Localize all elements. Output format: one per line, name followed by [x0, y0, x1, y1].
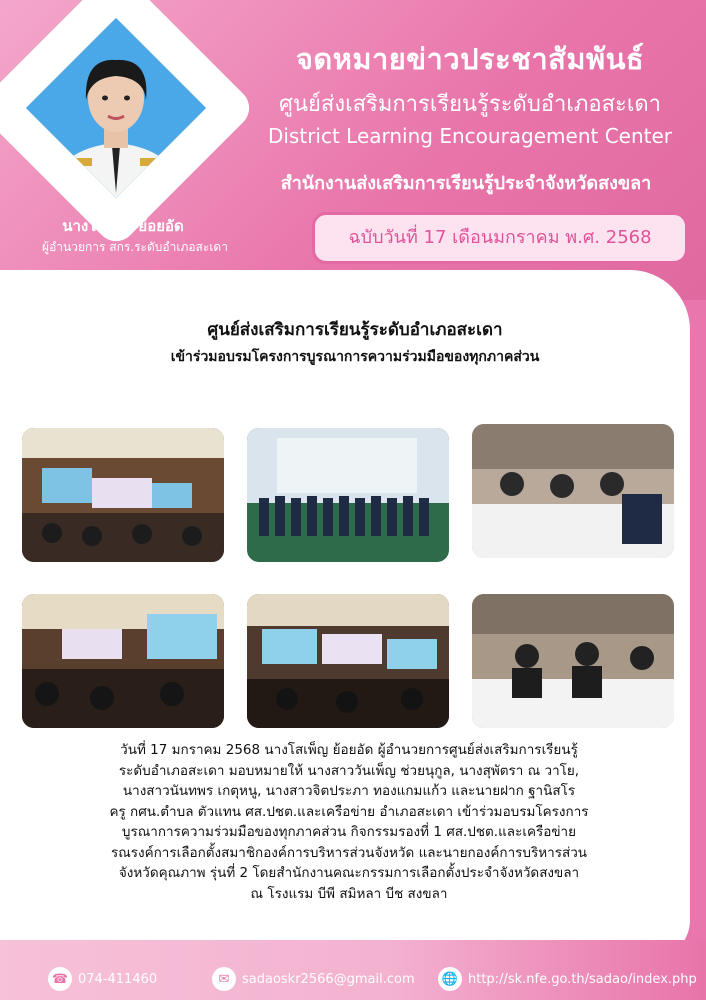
- email-address: sadaoskr2566@gmail.com: [242, 971, 415, 987]
- body-line: ครู กศน.ตำบล ตัวแทน ศส.ปชต.และเครือข่าย อำเภอสะเดา เข้าร่วมอบรมโครงการ: [109, 803, 589, 820]
- body-line: จังหวัดคุณภาพ รุ่นที่ 2 โดยสำนักงานคณะกรรมการเลือกตั้งประจำจังหวัดสงขลา: [118, 865, 580, 881]
- event-photo-2: [247, 428, 449, 562]
- website-url: http://sk.nfe.go.th/sadao/index.php: [468, 971, 697, 987]
- director-name: นางโสเพ็ญ ย้อยอัด: [62, 217, 184, 235]
- center-name-thai: ศูนย์ส่งเสริมการเรียนรู้ระดับอำเภอสะเดา: [279, 92, 661, 117]
- body-line: ณ โรงแรม บีพี สมิหลา บีช สงขลา: [250, 885, 448, 902]
- body-line: วันที่ 17 มกราคม 2568 นางโสเพ็ญ ย้อยอัด ผู้อำนวยการศูนย์ส่งเสริมการเรียนรู้: [120, 742, 578, 758]
- contact-phone[interactable]: [48, 967, 157, 991]
- phone-icon: ☎: [48, 967, 72, 991]
- event-photo-4: [22, 594, 224, 728]
- globe-icon: 🌐: [438, 967, 462, 991]
- article-body: [24, 740, 674, 904]
- issue-date: ฉบับวันที่ 17 เดือนมกราคม พ.ศ. 2568: [312, 212, 688, 264]
- center-name-english: District Learning Encouragement Center: [267, 124, 673, 148]
- body-line: รณรงค์การเลือกตั้งสมาชิกองค์การบริหารส่วนจังหวัด และนายกองค์การบริหารส่วน: [110, 844, 588, 861]
- mail-icon: ✉: [212, 967, 236, 991]
- body-line: ระดับอำเภอสะเดา มอบหมายให้ นางสาววันเพ็ญ ช่วยนุกูล, นางสุพัตรา ณ วาโย,: [118, 762, 580, 779]
- event-photo-3: [472, 424, 674, 558]
- contact-email[interactable]: [212, 967, 415, 991]
- event-photo-6: [472, 594, 674, 728]
- article-subtitle: เข้าร่วมอบรมโครงการบูรณาการความร่วมมือของทุกภาคส่วน: [170, 349, 540, 365]
- body-line: บูรณาการความร่วมมือของทุกภาคส่วน กิจกรรมรองที่ 1 ศส.ปชต.และเครือข่าย: [121, 824, 577, 840]
- event-photo-5: [247, 594, 449, 728]
- office-name: สำนักงานส่งเสริมการเรียนรู้ประจำจังหวัดสงขลา: [280, 173, 652, 194]
- article-title: ศูนย์ส่งเสริมการเรียนรู้ระดับอำเภอสะเดา: [207, 320, 503, 340]
- contact-website[interactable]: [438, 967, 697, 991]
- body-line: นางสาวนันทพร เกตุหนู, นางสาวจิตประภา ทองแกมแก้ว และนายฝาก ฐานิสโร: [122, 783, 576, 799]
- phone-number: 074-411460: [78, 971, 158, 987]
- director-position: ผู้อำนวยการ สกร.ระดับอำเภอสะเดา: [42, 240, 228, 254]
- event-photo-1: [22, 428, 224, 562]
- newsletter-title: จดหมายข่าวประชาสัมพันธ์: [295, 42, 645, 76]
